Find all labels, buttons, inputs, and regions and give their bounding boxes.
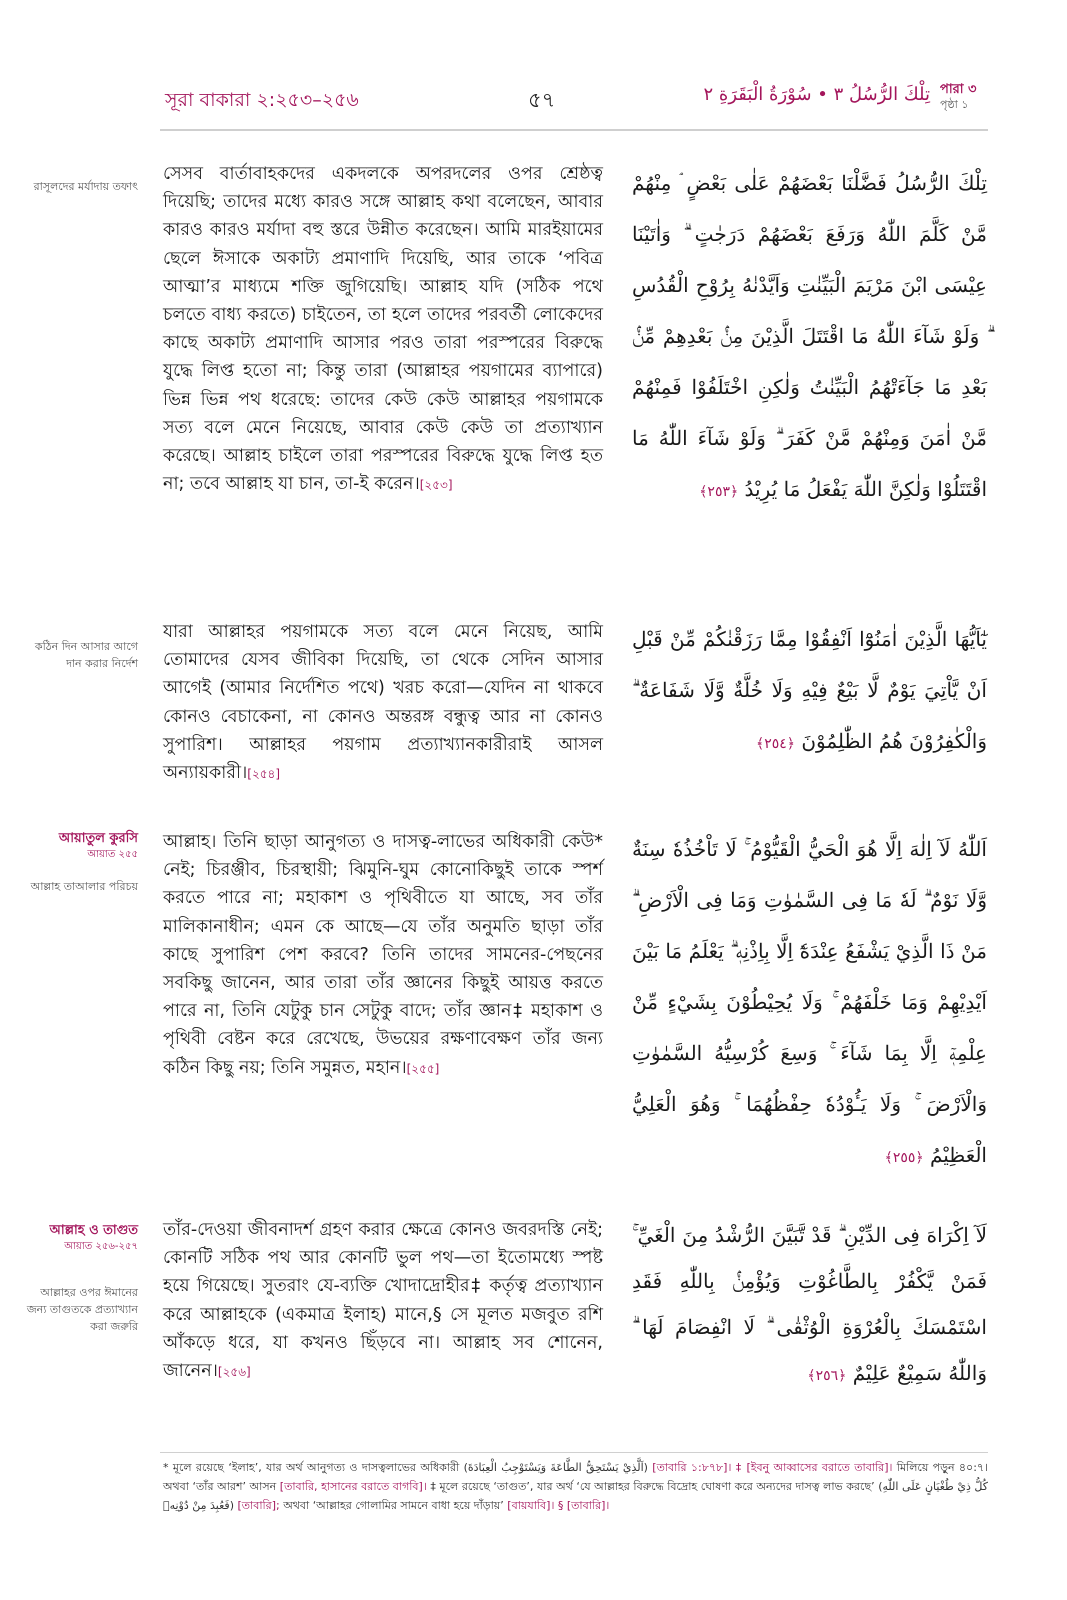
margin-heading: আল্লাহ ও তাগুত [49,1223,138,1238]
surah-title-arabic: تِلْكَ الرُّسُلُ ٣ • سُوْرَةُ الْبَقَرَةِ ٢ [703,84,930,105]
margin-note: আল্লাহর ওপর ঈমানের জন্য তাগুতকে প্রত্যাখ্যান করা জরুরি [26,1286,138,1333]
arabic-text [632,158,987,518]
verse-number-arabic: ﴿٢٥٤﴾ [755,736,795,752]
page-sub-label: পৃষ্ঠা ১ [940,98,969,111]
margin-heading: আয়াতুল কুরসি [58,831,138,846]
para-label: পারা ৩ [940,82,977,97]
arabic-text [632,824,987,1184]
arabic-text [632,614,987,770]
verse-number-arabic: ﴿٢٥٦﴾ [807,1368,847,1384]
header-divider [160,129,988,131]
verse-number-bangla: [২৫৪] [247,767,281,782]
verse-number-arabic: ﴿٢٥٥﴾ [884,1150,924,1166]
bangla-text: সেসব বার্তাবাহকদের একদলকে অপরদলের ওপর শ্রেষ্ঠত্ব দিয়েছি; তাদের মধ্যে কারও সঙ্গে আল্লাহ কথা বলেছেন, আবার কারও কারও মর্যাদা বহু স্তরে উন্নীত করেছেন। আমি মারইয়ামের ছেলে ঈসাকে অকাট্য প্রমাণাদি দিয়েছি, আর তাকে ‘পবিত্র আত্মা’র মাধ্যমে শক্তি জুগিয়েছি। আল্লাহ যদি (সঠিক পথে চলতে বাধ্য করতে) চাইতেন, তা হলে তাদের পরবর্তী লোকেদের কাছে অকাট্য প্রমাণাদি আসার পরও তারা পরস্পরের বিরুদ্ধে যুদ্ধে লিপ্ত হতো না; কিন্তু তারা (আল্লাহর পয়গামের ব্যাপারে) ভিন্ন ভিন্ন পথ ধরেছে: তাদের কেউ কেউ আল্লাহর পয়গামকে সত্য বলে মেনে নিয়েছে, আবার কেউ কেউ তা প্রত্যাখ্যান করেছে। আল্লাহ চাইলে তারা পরস্পরের বিরুদ্ধে যুদ্ধে লিপ্ত হত না; তবে আল্লাহ যা চান, তা-ই করেন। [163,164,603,495]
margin-note: আল্লাহ তাআলার পরিচয় [30,880,138,893]
arabic-verse-text: يٰٓاَيُّهَا الَّذِيْنَ اٰمَنُوْٓا اَنْفِقُوْا مِمَّا رَزَقْنٰكُمْ مِّنْ قَبْلِ اَنْ يَّاْتِيَ يَوْمٌ لَّا بَيْعٌ فِيْهِ وَلَا خُلَّةٌ وَّلَا شَفَاعَةٌ ۗ وَالْكٰفِرُوْنَ هُمُ الظّٰلِمُوْنَ [632,627,987,753]
margin-notes [20,830,138,909]
surah-title-bangla: সূরা বাকারা ২:২৫৩–২৫৬ [165,89,359,111]
verse-number-arabic: ﴿٢٥٣﴾ [699,484,739,500]
footnotes [163,1458,988,1515]
arabic-verse-text: تِلْكَ الرُّسُلُ فَضَّلْنَا بَعْضَهُمْ عَلٰى بَعْضٍ ۘ مِنْهُمْ مَّنْ كَلَّمَ اللّٰهُ وَرَفَعَ بَعْضَهُمْ دَرَجٰتٍ ۗ وَاٰتَيْنَا عِيْسَى ابْنَ مَرْيَمَ الْبَيِّنٰتِ وَاَيَّدْنٰهُ بِرُوْحِ الْقُدُسِ ۗ وَلَوْ شَآءَ اللّٰهُ مَا اقْتَتَلَ الَّذِيْنَ مِنْۢ بَعْدِهِمْ مِّنْۢ بَعْدِ مَا جَآءَتْهُمُ الْبَيِّنٰتُ وَلٰكِنِ اخْتَلَفُوْا فَمِنْهُمْ مَّنْ اٰمَنَ وَمِنْهُمْ مَّنْ كَفَرَ ۗ وَلَوْ شَآءَ اللّٰهُ مَا اقْتَتَلُوْا وَلٰكِنَّ اللّٰهَ يَفْعَلُ مَا يُرِيْدُ [632,171,987,501]
footnote-text: ‡ মূলে রয়েছে ‘তাগুত’, যার অর্থ ‘যে আল্লাহর বিরুদ্ধে বিদ্রোহ ঘোষণা করে অন্যদের দাসত্ব লাভ করছে’ (كُلُّ ذِيْ طُغْيَانٍ عَلَى اللّٰهِ فَعُبِدَ مِنْ دُوْنِهٖ) [163,1480,988,1512]
arabic-verse-text: اَللّٰهُ لَآ اِلٰهَ اِلَّا هُوَ الْحَيُّ الْقَيُّوْمُ ۚ لَا تَاْخُذُهٗ سِنَةٌ وَّلَا نَوْمٌ ۗ لَهٗ مَا فِى السَّمٰوٰتِ وَمَا فِى الْاَرْضِ ۗ مَنْ ذَا الَّذِيْ يَشْفَعُ عِنْدَهٗٓ اِلَّا بِاِذْنِهٖ ۗ يَعْلَمُ مَا بَيْنَ اَيْدِيْهِمْ وَمَا خَلْفَهُمْ ۚ وَلَا يُحِيْطُوْنَ بِشَيْءٍ مِّنْ عِلْمِهٖٓ اِلَّا بِمَا شَآءَ ۚ وَسِعَ كُرْسِيُّهُ السَّمٰوٰتِ وَالْاَرْضَ ۚ وَلَا يَـُٔوْدُهٗ حِفْظُهُمَا ۚ وَهُوَ الْعَلِيُّ الْعَظِيْمُ [632,837,987,1167]
page-number: ৫৭ [528,88,556,112]
verse-number-bangla: [২৫৬] [217,1365,251,1380]
footnote-text: * মূলে রয়েছে ‘ইলাহ’, যার অর্থ আনুগত্য ও দাসত্বলাভের অধিকারী (اَلَّذِيْ يَسْتَحِقُّ الطَّاعَةَ وَيَسْتَوْجِبُ الْعِبَادَةَ) [163,1461,648,1474]
bangla-text: যারা আল্লাহর পয়গামকে সত্য বলে মেনে নিয়েছ, আমি তোমাদের যেসব জীবিকা দিয়েছি, তা থেকে সেদিন আসার আগেই (আমার নির্দেশিত পথে) খরচ করো—যেদিন না থাকবে কোনও বেচাকেনা, না কোনও অন্তরঙ্গ বন্ধুত্ব আর না কোনও সুপারিশ। আল্লাহর পয়গাম প্রত্যাখ্যানকারীরাই আসল অন্যায়কারী। [163,622,603,784]
footnote-ref: [তাবারি, হাসানের বরাতে বাগবি]। [276,1480,427,1493]
bangla-translation [163,618,603,788]
bangla-translation [163,828,603,1083]
bangla-text: তাঁর-দেওয়া জীবনাদর্শ গ্রহণ করার ক্ষেত্রে কোনও জবরদস্তি নেই; কোনটি সঠিক পথ আর কোনটি ভুল পথ—তা ইতোমধ্যে স্পষ্ট হয়ে গিয়েছে। সুতরাং যে-ব্যক্তি খোদাদ্রোহীর‡ কর্তৃত্ব প্রত্যাখ্যান করে আল্লাহকে (একমাত্র ইলাহ) মানে,§ সে মূলত মজবুত রশি আঁকড়ে ধরে, যা কখনও ছিঁড়বে না। আল্লাহ সব শোনেন, জানেন। [163,1220,603,1382]
footnote-ref: [তাবারি ১:৮৭৮]। ‡ [ইবনু আব্বাসের বরাতে তাবারি]। [647,1461,893,1474]
bangla-translation [163,160,603,499]
bangla-translation [163,1216,603,1386]
footnote-ref: [তাবারি]; [233,1499,280,1512]
margin-note: কঠিন দিন আসার আগে দান করার নির্দেশ [34,640,138,670]
arabic-text [632,1212,987,1399]
verse-number-bangla: [২৫৫] [406,1061,440,1076]
page-header [0,0,1067,140]
verse-number-bangla: [২৫৩] [419,478,453,493]
footnote-text: মিলিয়ে পড়ুন ৪০:৭। অথবা ‘তাঁর আরশ’ আসন [163,1461,988,1493]
margin-verse-ref: আয়াত ২৫৬-২৫৭ [64,1241,138,1252]
footnote-ref: [বায়যাবি]। § [তাবারি]। [503,1499,610,1512]
margin-notes [20,638,138,686]
para-badge [940,82,1000,112]
margin-notes [20,1222,138,1349]
bangla-text: আল্লাহ। তিনি ছাড়া আনুগত্য ও দাসত্ব-লাভের অধিকারী কেউ* নেই; চিরঞ্জীব, চিরস্থায়ী; ঝিমুনি-ঘুম কোনোকিছুই তাকে স্পর্শ করতে পারে না; মহাকাশ ও পৃথিবীতে যা আছে, সব তাঁর মালিকানাধীন; এমন কে আছে—যে তাঁর অনুমতি ছাড়া তাঁর কাছে সুপারিশ পেশ করবে? তিনি তাদের সামনের-পেছনের সবকিছু জানেন, আর তারা তাঁর জ্ঞানের কিছুই আয়ত্ত করতে পারে না, তিনি যেটুকু চান সেটুকু বাদে; তাঁর জ্ঞান‡ মহাকাশ ও পৃথিবী বেষ্টন করে রেখেছে, উভয়ের রক্ষণাবেক্ষণ তাঁর জন্য কঠিন কিছু নয়; তিনি সমুন্নত, মহান। [163,832,603,1078]
margin-verse-ref: আয়াত ২৫৫ [87,849,138,860]
margin-note: রাসূলদের মর্যাদায় তফাৎ [33,180,138,193]
arabic-verse-text: لَآ اِكْرَاهَ فِى الدِّيْنِ ۗ قَدْ تَّبَيَّنَ الرُّشْدُ مِنَ الْغَيِّ ۚ فَمَنْ يَّكْفُرْ بِالطَّاغُوْتِ وَيُؤْمِنْۢ بِاللّٰهِ فَقَدِ اسْتَمْسَكَ بِالْعُرْوَةِ الْوُثْقٰى ۗ لَا انْفِصَامَ لَهَا ۗ وَاللّٰهُ سَمِيْعٌ عَلِيْمٌ [632,1223,987,1385]
footnote-text: অথবা ‘আল্লাহর গোলামির সামনে বাধা হয়ে দাঁড়ায়’ [279,1499,504,1512]
margin-notes [20,178,138,209]
footnote-divider [160,1452,988,1453]
